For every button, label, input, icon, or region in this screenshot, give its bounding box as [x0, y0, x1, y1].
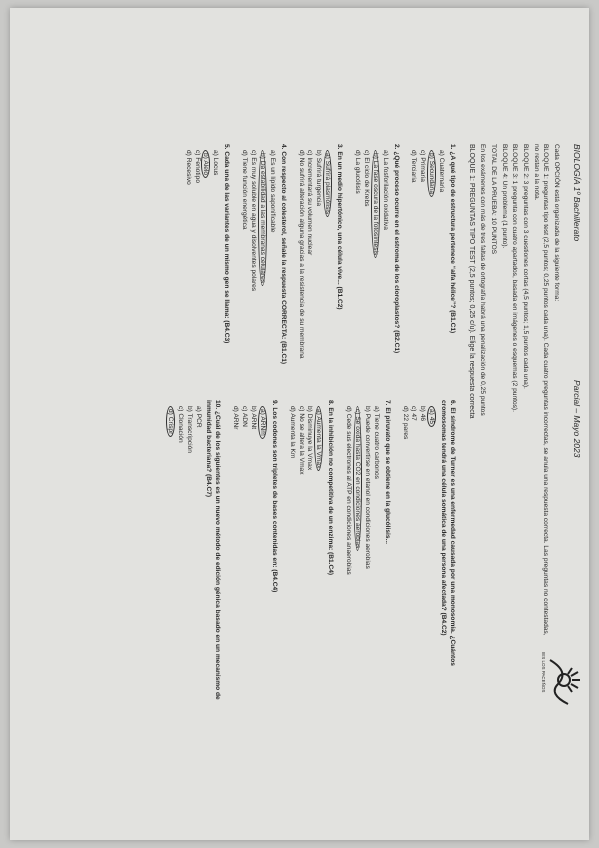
section-title: BLOQUE 1: PREGUNTAS TIPO TEST (2,5 puntos; 0,25 c/u). Elige la respuesta correcta [468, 144, 475, 419]
answer-option [426, 400, 436, 700]
instruction-line: BLOQUE 1: preguntas tipo test (2,5 puntos; 0,25 puntos cada una). Cada cuatro preguntas incorrectas, se anula una respuesta correcta. Las preguntas no contestadas, no restan a la nota. [533, 144, 550, 636]
question-text: 2. ¿Qué proceso ocurre en el estroma de los cloroplastos? (B2.C1) [392, 144, 400, 354]
answer-option [371, 400, 380, 700]
answer-option [343, 400, 352, 700]
answer-option-text: b) Da estabilidad a las membranas celulares [258, 150, 267, 286]
answer-option-text: d) Crispr [166, 406, 175, 437]
answer-option [313, 144, 322, 384]
answer-option [370, 144, 380, 384]
question-text: 5. Cada una de las variantes de un mismo gen se llama: (B4.C3) [223, 144, 231, 344]
answer-option [417, 144, 426, 384]
answer-option-text: d) 22 pares [401, 406, 409, 440]
questions-column-left [174, 144, 456, 384]
answer-option-text: c) ADN [241, 406, 249, 427]
answer-option-text: b) 46 [419, 406, 427, 422]
answer-option-text: c) Es muy soluble en agua y disolventes polares [249, 150, 257, 292]
answer-option-text: a) Aumenta la Vmax [314, 406, 323, 471]
answer-option-text: b) Transcripción [185, 406, 193, 453]
answer-option [426, 144, 436, 384]
answer-option [257, 144, 267, 384]
answer-option-text: b) La fase oscura de la fotosíntesis [371, 150, 380, 258]
answer-option [248, 144, 257, 384]
question-text: 10. ¿Cuál de los siguientes es un nuevo método de edición génica basado en un mecanismo de inmunidad bacteriana? (B4.C7) [205, 400, 222, 700]
answer-option [192, 144, 201, 384]
answer-option [313, 400, 323, 700]
answer-option [409, 400, 418, 700]
answer-option-text: a) PCR [194, 406, 202, 428]
answer-option [436, 144, 445, 384]
instruction-line: BLOQUE 3: 1 pregunta con cuatro apartados, basada en imágenes o esquemas (2 puntos). [511, 144, 519, 412]
answer-option [400, 400, 409, 700]
instruction-line: En los exámenes con más de tres faltas de ortografía habrá una penalización de 0,25 puntos [478, 144, 486, 416]
answer-option-text: a) Tiene cuatro carbonos [372, 406, 380, 479]
test-question [183, 144, 230, 384]
answer-option-text: a) Cuaternaria [438, 150, 446, 193]
answer-option-text: c) Se oxida hasta CO2 en condiciones aerobias [353, 406, 362, 551]
answer-option [305, 400, 314, 700]
exam-instructions [475, 144, 560, 644]
answer-option [257, 400, 267, 700]
instruction-line: Cada OPCIÓN está organizada de la siguiente forma: [553, 144, 560, 302]
answer-option [184, 400, 193, 700]
answer-option-text: d) Cede sus electrones al ATP en condiciones anaerobias [345, 406, 353, 575]
answer-option [296, 144, 305, 384]
test-question [400, 400, 456, 700]
answer-option-text: d) Terciaria [410, 150, 418, 183]
answer-option-text: b) Puede convertirse en etanol en condiciones aerobias [363, 406, 371, 569]
answer-option-text: d) ARNr [232, 406, 240, 430]
answer-option [248, 400, 257, 700]
answer-option [239, 400, 248, 700]
answer-option [193, 400, 202, 700]
test-question [230, 400, 277, 700]
question-text: 6. El síndrome de Turner es una enfermedad causada por una monosomía. ¿Cuántos cromosomas tendrá una célula somática de una persona afectada? (B4.C2) [440, 400, 456, 666]
answer-option-text: d) Tiene función energética [241, 150, 249, 230]
question-text: 4. Con respecto al colesterol, señale la respuesta CORRECTA: (B1.C1) [279, 144, 287, 365]
test-question [409, 144, 456, 384]
answer-option-text: b) Alelo [201, 150, 210, 178]
question-text: 1. ¿A qué tipo de estructura pertenece “alfa hélice”? (B1.C1) [449, 144, 456, 334]
answer-option-text: b) Secundaria [427, 150, 436, 197]
answer-option-text: c) No se altera la Vmax [297, 406, 305, 475]
exam-paper [10, 8, 589, 840]
answer-option [380, 144, 389, 384]
exam-date: Parcial – Mayo 2023 [572, 380, 582, 458]
answer-option-text: a) La fosforilación oxidativa [381, 150, 389, 230]
test-question [296, 144, 343, 384]
answer-option [165, 400, 175, 700]
test-question [287, 400, 334, 700]
answer-option-text: d) Recesivo [184, 150, 192, 185]
answer-option-text: b) Disminuye la Vmax [306, 406, 314, 471]
answer-option-text: b) Sufrirá turgencia [315, 150, 323, 207]
answer-option-text: c) Fenotipo [193, 150, 201, 183]
answer-option-text: b) ARNt [249, 406, 257, 430]
instruction-line: TOTAL DE LA PRUEBA: 10 PUNTOS [489, 144, 497, 255]
answer-option [362, 400, 371, 700]
answer-option [201, 144, 211, 384]
answer-option [296, 400, 305, 700]
question-text: 8. En la inhibición no competitiva de un enzima: (B1.C4) [327, 400, 335, 576]
test-question [239, 144, 286, 384]
answer-option-text: d) La glucólisis [353, 150, 361, 194]
instruction-line: BLOQUE 2: 3 preguntas con 3 cuestiones cortas (4,5 puntos; 1,5 puntos cada una). [522, 144, 530, 389]
answer-option [409, 144, 418, 384]
answer-option [322, 144, 332, 384]
answer-option-text: a) Sufrirá plasmólisis [323, 150, 332, 217]
answer-option-text: a) 45 [427, 406, 436, 427]
instruction-line: BLOQUE 4: Un problema (1 punto). [500, 144, 508, 249]
question-text: 7. El piruvato que se obtiene en la glucólisis... [383, 400, 391, 545]
answer-option [183, 144, 192, 384]
exam-sheet [166, 130, 594, 730]
school-name: IES LOS PACEÑOS [541, 652, 546, 693]
answer-option-text: a) Locus [212, 150, 220, 176]
answer-option [417, 400, 426, 700]
answer-option-text: d) No sufrirá alteración alguna gracias a la resistencia de su membrana [297, 150, 305, 359]
test-question [165, 400, 221, 700]
question-text: 9. Los codones son tripletes de bases contenidas en: (B4.C4) [270, 400, 278, 593]
answer-option [287, 400, 296, 700]
answer-option-text: c) Clonación [176, 406, 184, 443]
answer-option [267, 144, 276, 384]
answer-option [361, 144, 370, 384]
question-text: 3. En un medio hipertónico, una célula vive... (B1.C2) [336, 144, 344, 310]
answer-option-text: d) Aumenta la Km [288, 406, 296, 459]
answer-option-text: c) El ciclo de Krebs [362, 150, 370, 207]
answer-option [239, 144, 248, 384]
answer-option [210, 144, 219, 384]
answer-option [175, 400, 184, 700]
questions-column-right [156, 400, 456, 700]
course-title: BIOLOGÍA 1º Bachillerato [572, 144, 582, 242]
answer-option [305, 144, 314, 384]
answer-option [352, 144, 361, 384]
test-question [352, 144, 399, 384]
answer-option-text: a) Es un lípido saponificable [268, 150, 276, 233]
answer-option-text: a) ARNm [258, 406, 267, 439]
answer-option-text: c) Primaria [419, 150, 427, 182]
answer-option-text: c) Incrementará su volumen nuclear [306, 150, 314, 256]
answer-option [352, 400, 362, 700]
answer-option [230, 400, 239, 700]
test-question [343, 400, 390, 700]
answer-option-text: c) 47 [410, 406, 418, 421]
